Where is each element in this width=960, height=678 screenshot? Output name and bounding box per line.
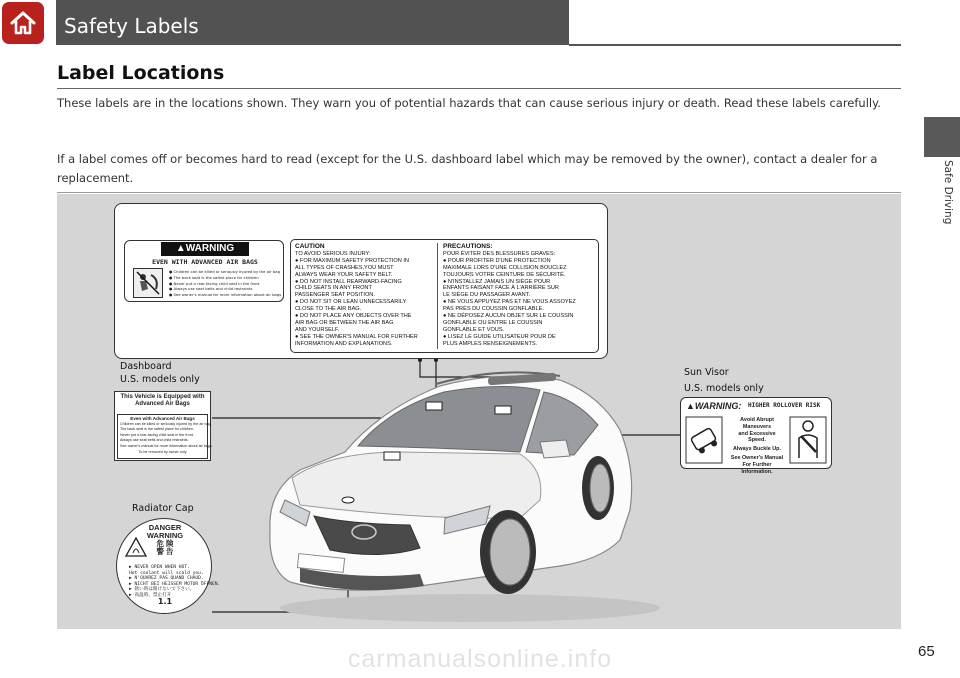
caution-line: ● NE VOUS APPUYEZ PAS ET NE VOUS ASSOYEZ bbox=[443, 299, 576, 306]
dashboard-inner-title: Even with Advanced Air Bags bbox=[130, 416, 195, 421]
caution-line: ● DO NOT PLACE ANY OBJECTS OVER THE bbox=[295, 313, 412, 320]
chapter-label-text: Safe Driving bbox=[942, 160, 954, 225]
dashboard-line: The back seat is the safest place for children. bbox=[120, 427, 194, 432]
intro-paragraph: These labels are in the locations shown. They warn you of potential hazards that can cause serious injury or death. Read these labels carefully. bbox=[57, 96, 881, 110]
caution-line: ● DO NOT SIT OR LEAN UNNECESSARILY bbox=[295, 299, 407, 306]
warning-heading-text: WARNING bbox=[185, 243, 235, 254]
rollover-line: For Further Information. bbox=[741, 461, 773, 475]
caution-line: TO AVOID SERIOUS INJURY: bbox=[295, 250, 371, 257]
radiator-kanji-warning: 警 告 bbox=[156, 547, 174, 556]
dashboard-line: See owner's manual for more information about air bags. bbox=[120, 443, 213, 448]
radiator-line: ▶ 高温時、禁止打开 bbox=[129, 592, 172, 598]
page-title: Safety Labels bbox=[64, 14, 199, 38]
caution-line: CLOSE TO THE AIR BAG. bbox=[295, 306, 362, 313]
dashboard-line: Never put a rear-facing child seat in the front. bbox=[120, 432, 194, 437]
dashboard-line: To be removed by owner only bbox=[138, 449, 187, 454]
caution-line: INFORMATION AND EXPLANATIONS. bbox=[295, 340, 393, 347]
dashboard-label-title: This Vehicle is Equipped with Advanced Air Bags bbox=[120, 394, 205, 407]
warning-line: ● The back seat is the safest place for children bbox=[169, 274, 259, 280]
page-number: 65 bbox=[918, 643, 935, 660]
rollover-text bbox=[729, 417, 785, 475]
radiator-lines bbox=[129, 565, 221, 599]
caution-line: GONFLABLE ET VOUS. bbox=[443, 326, 505, 333]
caution-line: TOUJOURS VOTRE CEINTURE DE SÉCURITÉ. bbox=[443, 271, 566, 278]
replacement-paragraph: If a label comes off or becomes hard to read (except for the U.S. dashboard label which may be removed by the owner), contact a dealer for a replacement. bbox=[57, 152, 878, 185]
us-airbag-warning-label bbox=[124, 240, 284, 302]
rollover-line: Always Buckle Up. bbox=[733, 446, 781, 453]
caution-line: GONFLABLE OU ENTRE LE COUSSIN bbox=[443, 319, 543, 326]
canadian-caution-label bbox=[290, 239, 599, 353]
caution-line: ● LISEZ LE GUIDE UTILISATEUR POUR DE bbox=[443, 333, 556, 340]
caption-dashboard: Dashboard bbox=[120, 361, 172, 372]
dashboard-line: Always use seat belts and child restraints. bbox=[120, 438, 189, 443]
caution-divider bbox=[437, 243, 438, 349]
rollover-warning: ▲WARNING: bbox=[686, 401, 742, 411]
caution-line: ENFANTS FAISANT FACE À L'ARRIÈRE SUR bbox=[443, 285, 559, 292]
caution-line: ● N'INSTALLEZ JAMAIS UN SIÈGE POUR bbox=[443, 278, 551, 285]
caution-french bbox=[443, 244, 576, 348]
warning-lines bbox=[169, 269, 281, 298]
caption-dashboard-us: U.S. models only bbox=[120, 374, 200, 385]
warning-triangle-icon: ▲ bbox=[175, 243, 186, 254]
rollover-line: and Excessive Speed. bbox=[738, 430, 776, 444]
warning-subheading: EVEN WITH ADVANCED AIR BAGS bbox=[152, 258, 258, 266]
watermark: carmanualsonline.info bbox=[347, 645, 613, 673]
warning-line: ● Never put a rear-facing child seat in the front bbox=[169, 280, 260, 286]
caption-sun-visor-right: Sun Visor bbox=[684, 367, 729, 378]
warning-line: ● Children can be killed or seriously injured by the air bag bbox=[169, 269, 281, 274]
caution-line: AIR BAG OR BETWEEN THE AIR BAG bbox=[295, 319, 394, 326]
caution-line: ● POUR PROFITER D'UNE PROTECTION bbox=[443, 257, 551, 264]
radiator-warning: WARNING bbox=[146, 531, 184, 540]
caution-line: PLUS AMPLES RENSEIGNEMENTS. bbox=[443, 340, 538, 347]
section-heading: Label Locations bbox=[57, 62, 225, 84]
caution-line: ALL TYPES OF CRASHES,YOU MUST bbox=[295, 264, 394, 271]
radiator-kanji-danger: 危 険 bbox=[156, 539, 174, 548]
rollover-line: Avoid Abrupt Maneuvers bbox=[740, 417, 774, 430]
caution-line: PRECAUTIONS: bbox=[443, 243, 493, 250]
radiator-line: Hot coolant will scald you. bbox=[129, 570, 204, 576]
caution-line: AND YOURSELF. bbox=[295, 326, 340, 333]
radiator-line: ▶ 熱い時は開けないで下さい。 bbox=[129, 587, 195, 593]
radiator-danger: DANGER bbox=[148, 523, 182, 532]
radiator-cap-label bbox=[116, 518, 221, 614]
caution-line: ALWAYS WEAR YOUR SAFETY BELT. bbox=[295, 271, 393, 278]
caution-line: MAXIMALE LORS D'UNE COLLISION BOUCLEZ bbox=[443, 264, 567, 271]
caution-line: CHILD SEATS IN ANY FRONT bbox=[295, 285, 372, 292]
caution-line: POUR ÉVITER DES BLESSURES GRAVES: bbox=[443, 250, 556, 257]
seatbelt-icon bbox=[789, 416, 827, 464]
warning-line: ● Always use seat belts and child restraints bbox=[169, 286, 253, 292]
rollover-heading bbox=[684, 401, 826, 412]
caution-line: CAUTION bbox=[295, 243, 325, 250]
caution-line: PASSENGER SEAT POSITION. bbox=[295, 292, 375, 299]
rollover-icon bbox=[685, 416, 723, 464]
radiator-danger-warning bbox=[141, 524, 189, 556]
caption-radiator-cap: Radiator Cap bbox=[132, 503, 194, 514]
radiator-line: ▶ NEVER OPEN WHEN HOT. bbox=[129, 565, 190, 570]
dashboard-airbag-label bbox=[114, 391, 211, 461]
caution-line: ● FOR MAXIMUM SAFETY PROTECTION IN bbox=[295, 257, 409, 264]
dashboard-label-body bbox=[117, 414, 213, 459]
child-seat-airbag-icon bbox=[133, 268, 163, 298]
radiator-pressure: 1.1 bbox=[157, 597, 173, 606]
warning-heading bbox=[161, 242, 249, 256]
caption-sun-visor-right-us: U.S. models only bbox=[684, 383, 764, 394]
rollover-risk: HIGHER ROLLOVER RISK bbox=[748, 402, 821, 409]
caution-line: PAS PRÈS DU COUSSIN GONFLABLE. bbox=[443, 306, 544, 313]
caution-line: ● NE DÉPOSEZ AUCUN OBJET SUR LE COUSSIN bbox=[443, 313, 574, 320]
hot-coolant-icon bbox=[125, 537, 147, 557]
rollover-line: See Owner's Manual bbox=[730, 454, 784, 461]
caution-line: LE SIÈGE DU PASSAGER AVANT. bbox=[443, 292, 531, 299]
caution-line: ● SEE THE OWNER'S MANUAL FOR FURTHER bbox=[295, 333, 418, 340]
caution-line: ● DO NOT INSTALL REARWARD-FACING bbox=[295, 278, 402, 285]
rollover-warning-text: WARNING: bbox=[694, 401, 742, 411]
rollover-warning-label bbox=[680, 397, 832, 475]
caution-english bbox=[295, 244, 418, 348]
radiator-line: ▶ NICHT BEI HEISSEM MOTOR ÖFFNEN. bbox=[129, 581, 221, 587]
dashboard-line: Children can be killed or seriously injured by the air bag. bbox=[120, 421, 212, 426]
warning-line: ● See owner's manual for more information about air bags bbox=[169, 292, 282, 298]
radiator-line: ▶ N'OUVREZ PAS QUAND CHAUD. bbox=[129, 576, 204, 582]
